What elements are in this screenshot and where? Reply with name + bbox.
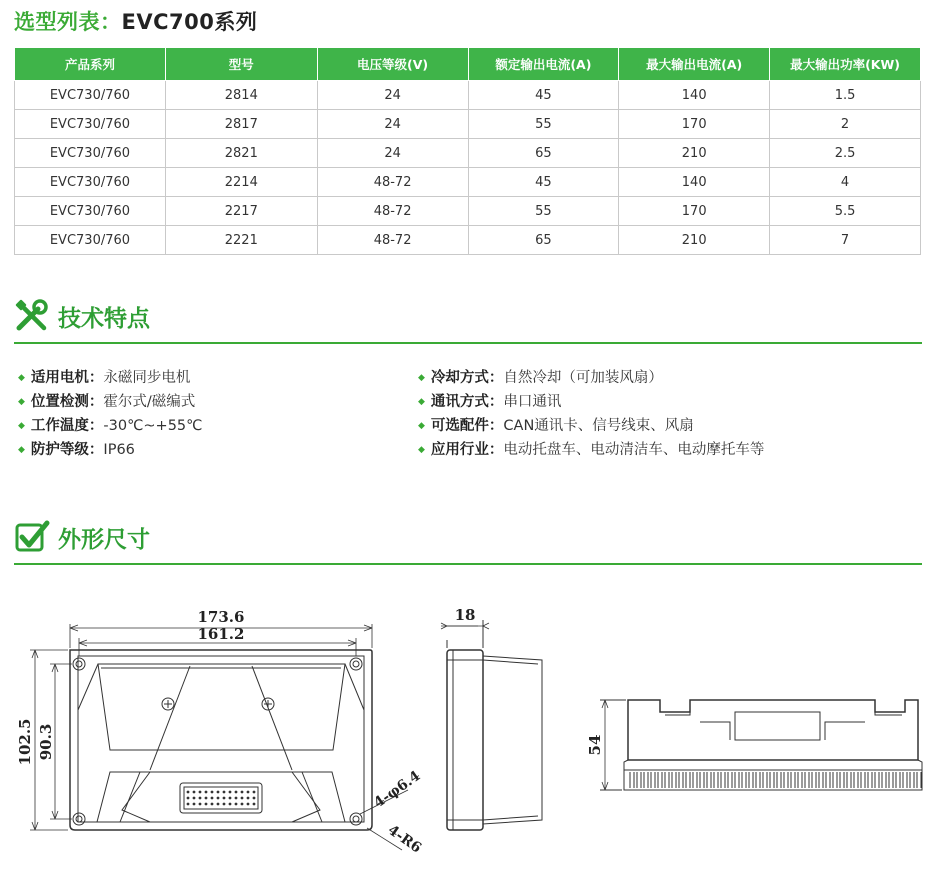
spec-table <box>14 47 921 255</box>
tech-title: 技术特点 <box>58 304 150 332</box>
bullet-icon: ◆ <box>418 421 425 431</box>
checkbox-icon <box>14 519 50 555</box>
col-header: 电压等级(V) <box>317 48 468 81</box>
table-cell: EVC730/760 <box>15 197 166 226</box>
tools-icon <box>14 298 50 334</box>
table-cell: 2814 <box>165 81 317 110</box>
col-header: 最大输出功率(KW) <box>770 48 921 81</box>
dim-width-inner: 161.2 <box>197 625 245 643</box>
table-cell: 2217 <box>165 197 317 226</box>
table-cell: 24 <box>317 110 468 139</box>
table-cell: EVC730/760 <box>15 226 166 255</box>
heatsink-fins <box>630 772 921 788</box>
table-cell: 2 <box>770 110 921 139</box>
table-cell: 1.5 <box>770 81 921 110</box>
table-cell: 170 <box>619 110 770 139</box>
table-cell: 2817 <box>165 110 317 139</box>
side-view <box>441 620 542 830</box>
feature-item: ◆ 工作温度：-30℃~+55℃ <box>18 418 203 434</box>
table-cell: 55 <box>468 197 619 226</box>
table-cell: EVC730/760 <box>15 139 166 168</box>
bullet-icon: ◆ <box>418 373 425 383</box>
feature-item: ◆ 冷却方式：自然冷却（可加装风扇） <box>418 370 663 386</box>
col-header: 产品系列 <box>15 48 166 81</box>
bullet-icon: ◆ <box>18 445 25 455</box>
dim-thickness: 54 <box>586 734 604 756</box>
table-cell: 24 <box>317 139 468 168</box>
table-cell: 2214 <box>165 168 317 197</box>
section-divider <box>14 563 922 565</box>
dims-title: 外形尺寸 <box>58 525 150 553</box>
table-row <box>15 197 921 226</box>
dim-hole: 4-φ6.4 <box>371 768 424 812</box>
table-row <box>15 139 921 168</box>
table-cell: 65 <box>468 226 619 255</box>
table-cell: 5.5 <box>770 197 921 226</box>
section-divider <box>14 342 922 344</box>
table-cell: 45 <box>468 168 619 197</box>
col-header: 额定输出电流(A) <box>468 48 619 81</box>
feature-item: ◆ 通讯方式：串口通讯 <box>418 394 562 410</box>
table-row <box>15 81 921 110</box>
connector-pins <box>187 791 256 806</box>
col-header: 型号 <box>165 48 317 81</box>
table-cell: 170 <box>619 197 770 226</box>
table-cell: 65 <box>468 139 619 168</box>
table-cell: 55 <box>468 110 619 139</box>
table-cell: 48-72 <box>317 168 468 197</box>
table-cell: 2.5 <box>770 139 921 168</box>
page-title <box>14 6 257 36</box>
tech-section <box>14 294 922 344</box>
dim-height-outer: 102.5 <box>16 718 34 766</box>
table-row <box>15 168 921 197</box>
table-row <box>15 226 921 255</box>
feature-item: ◆ 位置检测：霍尔式/磁编式 <box>18 394 196 410</box>
dim-side-depth: 18 <box>454 606 476 624</box>
bullet-icon: ◆ <box>18 397 25 407</box>
bullet-icon: ◆ <box>418 397 425 407</box>
table-cell: 2221 <box>165 226 317 255</box>
table-cell: 24 <box>317 81 468 110</box>
title-prefix: 选型列表： <box>14 10 122 34</box>
feature-item: ◆ 应用行业：电动托盘车、电动清洁车、电动摩托车等 <box>418 442 765 458</box>
table-cell: 4 <box>770 168 921 197</box>
title-model: EVC700系列 <box>121 10 258 34</box>
table-cell: 210 <box>619 226 770 255</box>
feature-list-left <box>18 366 202 462</box>
dim-radius: 4-R6 <box>384 822 425 857</box>
table-cell: 48-72 <box>317 226 468 255</box>
table-cell: 2821 <box>165 139 317 168</box>
table-cell: 48-72 <box>317 197 468 226</box>
table-cell: EVC730/760 <box>15 168 166 197</box>
dim-height-inner: 90.3 <box>37 723 55 761</box>
dims-section <box>14 515 922 565</box>
bullet-icon: ◆ <box>18 421 25 431</box>
table-cell: EVC730/760 <box>15 110 166 139</box>
feature-list-right <box>418 366 764 462</box>
front-view <box>70 650 372 830</box>
col-header: 最大输出电流(A) <box>619 48 770 81</box>
feature-item: ◆ 防护等级：IP66 <box>18 442 135 458</box>
table-cell: 140 <box>619 168 770 197</box>
table-cell: 7 <box>770 226 921 255</box>
bullet-icon: ◆ <box>18 373 25 383</box>
table-cell: 140 <box>619 81 770 110</box>
dim-width-outer: 173.6 <box>197 608 245 626</box>
feature-item: ◆ 可选配件：CAN通讯卡、信号线束、风扇 <box>418 418 694 434</box>
bullet-icon: ◆ <box>418 445 425 455</box>
table-row <box>15 110 921 139</box>
feature-item: ◆ 适用电机：永磁同步电机 <box>18 370 191 386</box>
dimension-drawing <box>0 600 935 870</box>
table-header-row <box>15 48 921 81</box>
table-cell: 210 <box>619 139 770 168</box>
table-cell: EVC730/760 <box>15 81 166 110</box>
table-cell: 45 <box>468 81 619 110</box>
